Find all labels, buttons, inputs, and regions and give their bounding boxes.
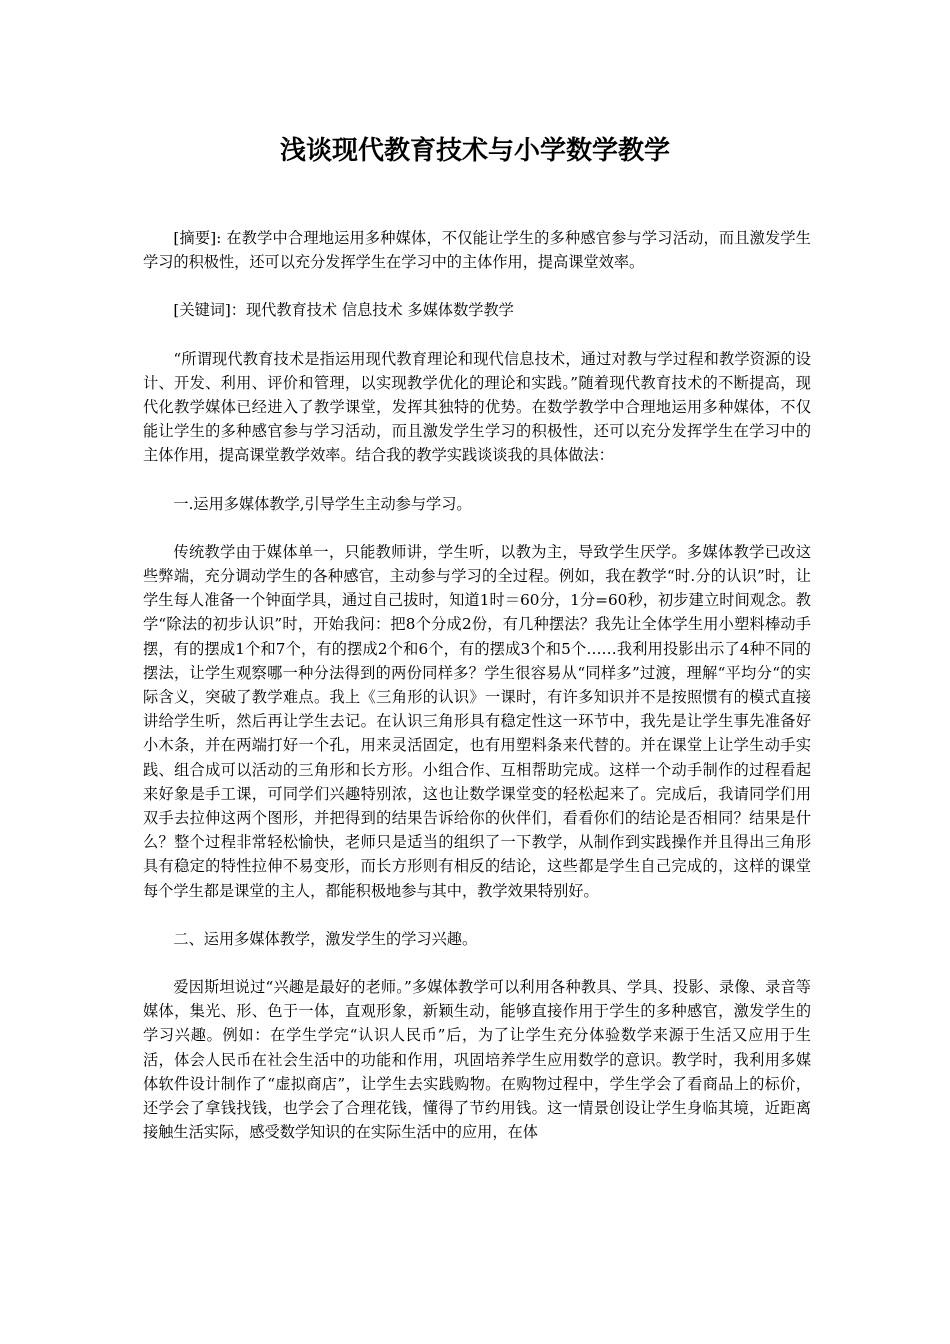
intro-paragraph: “所谓现代教育技术是指运用现代教育理论和现代信息技术，通过对教与学过程和教学资源的设计、开发、利用、评价和管理，以实现教学优化的理论和实践。”随着现代教育技术的不断提高，现代化教学媒体已经进入了教学课堂，发挥其独特的优势。在数学教学中合理地运用多种媒体，不仅能让学生的多种感官参与学习活动，而且激发学生学习的积极性，还可以充分发挥学生在学习中的主体作用，提高课堂教学效率。结合我的教学实践谈谈我的具体做法： <box>143 349 811 465</box>
abstract-paragraph: [摘要]: 在教学中合理地运用多种媒体，不仅能让学生的多种感官参与学习活动，而且激发学生学习的积极性，还可以充分发挥学生在学习中的主体作用，提高课堂效率。 <box>143 229 811 272</box>
keywords-paragraph: [关键词]：现代教育技术 信息技术 多媒体数学教学 <box>173 301 514 320</box>
document-title: 浅谈现代教育技术与小学数学教学 <box>279 136 670 166</box>
section-heading-1: 一.运用多媒体教学,引导学生主动参与学习。 <box>173 494 472 513</box>
section-2-paragraph: 爱因斯坦说过“兴趣是最好的老师。”多媒体教学可以利用各种教具、学具、投影、录像、录音等媒体，集光、形、色于一体，直观形象，新颖生动，能够直接作用于学生的多种感官，激发学生的学习兴趣。例如：在学生学完“认识人民币”后，为了让学生充分体验数学来源于生活又应用于生活，体会人民币在社会生活中的功能和作用，巩固培养学生应用数学的意识。教学时，我利用多媒体软件设计制作了“虚拟商店”，让学生去实践购物。在购物过程中，学生学会了看商品上的标价，还学会了拿钱找钱，也学会了合理花钱，懂得了节约用钱。这一情景创设让学生身临其境，近距离接触生活实际，感受数学知识的在实际生活中的应用，在体 <box>143 978 811 1142</box>
document-body <box>143 226 811 1169</box>
section-1-paragraph: 传统教学由于媒体单一，只能教师讲，学生听，以教为主，导致学生厌学。多媒体教学已改这些弊端，充分调动学生的各种感官，主动参与学习的全过程。例如，我在教学“时.分的认识”时，让学生每人准备一个钟面学具，通过自己拔时，知道1时＝60分，1分=60秒，初步建立时间观念。教学“除法的初步认识”时，开始我问：把8个分成2份，有几种摆法？我先让全体学生用小塑料棒动手摆，有的摆成1个和7个，有的摆成2个和6个，有的摆成3个和5个……我利用投影出示了4种不同的摆法，让学生观察哪一种分法得到的两份同样多？学生很容易从“同样多”过渡，理解“平均分“的实际含义，突破了教学难点。我上《三角形的认识》一课时，有许多知识并不是按照惯有的模式直接讲给学生听，然后再让学生去记。在认识三角形具有稳定性这一环节中，我先是让学生事先准备好小木条，并在两端打好一个孔，用来灵活固定，也有用塑料条来代替的。并在课堂上让学生动手实践、组合成可以活动的三角形和长方形。小组合作、互相帮助完成。这样一个动手制作的过程看起来好象是手工课，可同学们兴趣特别浓，这也让数学课堂变的轻松起来了。完成后，我请同学们用双手去拉伸这两个图形，并把得到的结果告诉给你的伙伴们，看看你们的结论是否相同？结果是什么？整个过程非常轻松愉快，老师只是适当的组织了一下教学，从制作到实践操作并且得出三角形具有稳定的特性拉伸不易变形，而长方形则有相反的结论，这些都是学生自己完成的，这样的课堂每个学生都是课堂的主人，都能积极地参与其中，教学效果特别好。 <box>143 542 811 900</box>
section-heading-2: 二、运用多媒体教学，激发学生的学习兴趣。 <box>173 929 478 948</box>
